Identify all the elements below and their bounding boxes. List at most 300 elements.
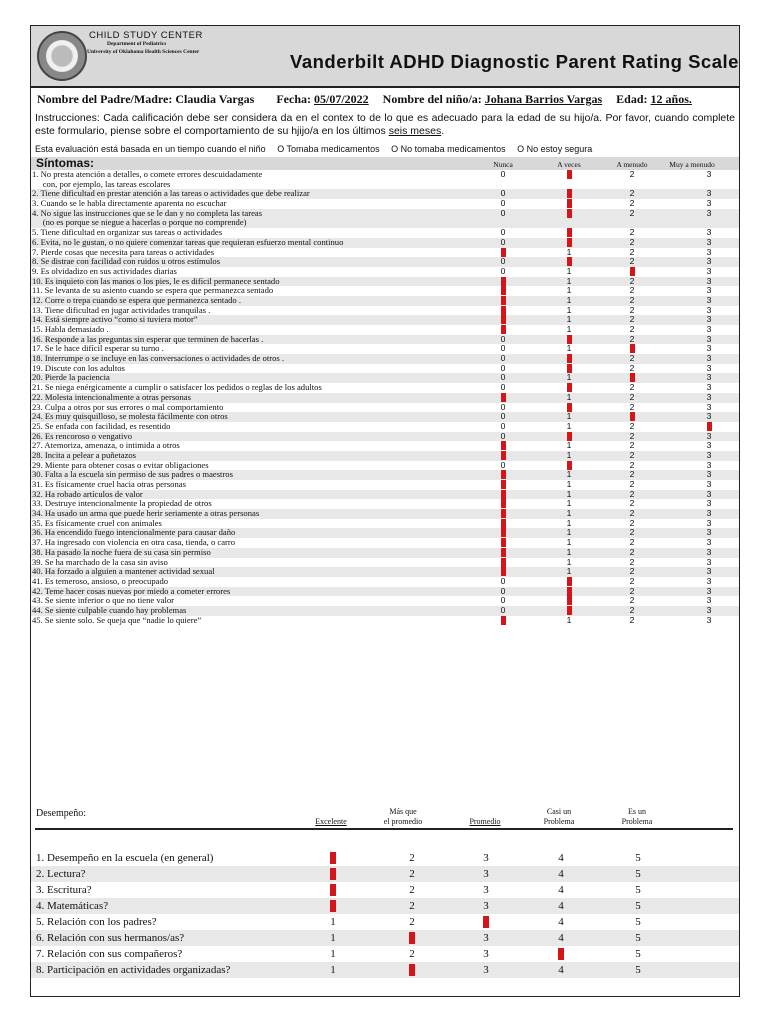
rating-option[interactable]: 5 (635, 884, 641, 896)
performance-divider (35, 828, 733, 830)
rating-option[interactable]: 1 (330, 916, 336, 928)
rating-option[interactable]: 1 (566, 488, 572, 499)
selected-mark[interactable] (325, 898, 341, 914)
red-mark-icon (501, 277, 506, 286)
symptom-text: 32. Ha robado artículos de valor (32, 488, 143, 499)
symptom-text: 40. Ha forzado a alguien a mantener actividad sexual (32, 566, 215, 577)
rating-option[interactable]: 2 (629, 246, 635, 257)
rating-option[interactable]: 2 (629, 227, 635, 238)
symptom-text-cont: (no es porque se niegue a hacerlas o porque no comprende) (32, 217, 247, 228)
info-row (37, 92, 692, 107)
rating-option[interactable]: 2 (629, 188, 635, 199)
selected-mark[interactable] (325, 882, 341, 898)
rating-option[interactable]: 0 (500, 362, 506, 373)
selected-mark[interactable] (553, 946, 569, 962)
symptom-text: 21. Se niega enérgicamente a cumplir o satisfacer los pedidos o reglas de los adultos (32, 382, 322, 393)
rating-option[interactable]: 3 (706, 585, 712, 596)
selected-mark[interactable] (493, 286, 513, 296)
selected-mark[interactable] (493, 470, 513, 480)
red-mark-icon (501, 509, 506, 518)
rating-option[interactable]: 4 (558, 916, 564, 928)
rating-option[interactable]: 3 (706, 285, 712, 296)
red-mark-icon (630, 344, 635, 353)
symptom-text: 6. Evita, no le gustan, o no quiere comenzar tareas que requieran esfuerzo mental continuo (32, 236, 344, 247)
rating-option[interactable]: 3 (706, 537, 712, 548)
red-mark-icon (501, 296, 506, 305)
rating-option[interactable]: 5 (635, 900, 641, 912)
selected-mark[interactable] (493, 296, 513, 306)
rating-option[interactable]: 0 (500, 604, 506, 615)
rating-option[interactable]: 4 (558, 884, 564, 896)
red-mark-icon (501, 558, 506, 567)
symptom-row (31, 170, 739, 189)
rating-option[interactable]: 3 (706, 236, 712, 247)
selected-mark[interactable] (493, 277, 513, 287)
rating-option[interactable]: 2 (629, 479, 635, 490)
rating-option[interactable]: 1 (566, 546, 572, 557)
red-mark-icon (330, 852, 336, 864)
symptoms-title: Síntomas: (36, 156, 95, 170)
rating-option[interactable]: 1 (566, 391, 572, 402)
rating-option[interactable]: 0 (500, 207, 506, 218)
rating-option[interactable]: 3 (706, 566, 712, 577)
red-mark-icon (567, 461, 572, 470)
red-mark-icon (567, 189, 572, 198)
evaluation-option-unsure[interactable]: O No estoy segura (517, 144, 593, 154)
performance-row (31, 866, 739, 882)
selected-mark[interactable] (559, 577, 579, 587)
rating-option[interactable]: 4 (558, 868, 564, 880)
rating-option[interactable]: 1 (566, 411, 572, 422)
parent-name: Claudia Vargas (175, 92, 255, 106)
red-mark-icon (330, 884, 336, 896)
rating-option[interactable]: 3 (706, 391, 712, 402)
rating-option[interactable]: 2 (629, 546, 635, 557)
rating-option[interactable]: 4 (558, 932, 564, 944)
symptom-text: 36. Ha encendido fuego intencionalmente para causar daño (32, 527, 236, 538)
rating-option[interactable]: 2 (629, 585, 635, 596)
rating-option[interactable]: 3 (483, 964, 489, 976)
rating-option[interactable]: 0 (500, 256, 506, 267)
rating-option[interactable]: 2 (629, 324, 635, 335)
rating-option[interactable]: 1 (566, 440, 572, 451)
rating-option[interactable]: 2 (629, 430, 635, 441)
symptom-text: 3. Cuando se le habla directamente aparenta no escuchar (32, 198, 227, 209)
rating-option[interactable]: 3 (706, 246, 712, 257)
performance-text: 6. Relación con sus hermanos/as? (36, 932, 185, 944)
rating-option[interactable]: 0 (500, 411, 506, 422)
rating-option[interactable]: 2 (409, 948, 415, 960)
rating-option[interactable]: 3 (483, 868, 489, 880)
rating-option[interactable]: 2 (629, 517, 635, 528)
selected-mark[interactable] (493, 538, 513, 548)
rating-option[interactable]: 0 (500, 265, 506, 276)
symptom-text: 8. Se distrae con facilidad con ruidos u otros estímulos (32, 256, 221, 267)
perf-col-problema: Es un Problema (621, 807, 653, 826)
selected-mark[interactable] (493, 616, 513, 626)
selected-mark[interactable] (493, 499, 513, 509)
rating-option[interactable]: 1 (566, 304, 572, 315)
rating-option[interactable]: 2 (629, 537, 635, 548)
rating-option[interactable]: 3 (706, 362, 712, 373)
red-mark-icon (567, 257, 572, 266)
rating-option[interactable]: 2 (409, 852, 415, 864)
rating-option[interactable]: 0 (500, 401, 506, 412)
rating-option[interactable]: 1 (566, 265, 572, 276)
rating-option[interactable]: 3 (706, 604, 712, 615)
rating-option[interactable]: 2 (629, 595, 635, 606)
red-mark-icon (567, 238, 572, 247)
date-value: 05/07/2022 (314, 92, 369, 106)
symptom-row (31, 616, 739, 626)
rating-option[interactable]: 3 (706, 382, 712, 393)
rating-option[interactable]: 2 (409, 916, 415, 928)
rating-option[interactable]: 3 (706, 256, 712, 267)
red-mark-icon (501, 567, 506, 576)
rating-option[interactable]: 3 (706, 401, 712, 412)
rating-option[interactable]: 3 (706, 527, 712, 538)
rating-option[interactable]: 1 (566, 537, 572, 548)
rating-option[interactable]: 2 (629, 556, 635, 567)
rating-option[interactable]: 3 (706, 227, 712, 238)
symptom-text: 20. Pierde la paciencia (32, 372, 110, 383)
rating-option[interactable]: 0 (500, 236, 506, 247)
rating-option[interactable]: 2 (629, 314, 635, 325)
rating-option[interactable]: 3 (706, 556, 712, 567)
rating-option[interactable]: 0 (500, 575, 506, 586)
rating-option[interactable]: 0 (500, 459, 506, 470)
rating-option[interactable]: 2 (629, 575, 635, 586)
red-mark-icon (501, 519, 506, 528)
selected-mark[interactable] (559, 596, 579, 606)
rating-option[interactable]: 2 (629, 169, 635, 179)
red-mark-icon (630, 412, 635, 421)
evaluation-option-not-medicated[interactable]: O No tomaba medicamentos (391, 144, 506, 154)
evaluation-label: Esta evaluación está basada en un tiempo cuando el niño (35, 144, 266, 154)
rating-option[interactable]: 0 (500, 343, 506, 354)
performance-text: 5. Relación con los padres? (36, 916, 157, 928)
selected-mark[interactable] (325, 866, 341, 882)
rating-option[interactable]: 1 (566, 556, 572, 567)
rating-option[interactable]: 1 (330, 932, 336, 944)
performance-text: 1. Desempeño en la escuela (en general) (36, 852, 214, 864)
rating-option[interactable]: 2 (629, 614, 635, 625)
rating-option[interactable]: 2 (629, 440, 635, 451)
symptom-text: 12. Corre o trepa cuando se espera que permanezca sentado . (32, 294, 242, 305)
rating-option[interactable]: 2 (629, 604, 635, 615)
rating-option[interactable]: 1 (566, 372, 572, 383)
rating-option[interactable]: 1 (566, 275, 572, 286)
symptom-text: 33. Destruye intencionalmente la propiedad de otros (32, 498, 212, 509)
rating-option[interactable]: 3 (706, 188, 712, 199)
symptom-text: 17. Se le hace difícil esperar su turno . (32, 343, 164, 354)
rating-option[interactable]: 3 (706, 440, 712, 451)
rating-option[interactable]: 0 (500, 353, 506, 364)
symptom-text: 41. Es temeroso, ansioso, o preocupado (32, 575, 169, 586)
red-mark-icon (409, 932, 415, 944)
rating-option[interactable]: 2 (409, 868, 415, 880)
rating-option[interactable]: 2 (629, 420, 635, 431)
rating-option[interactable]: 3 (706, 304, 712, 315)
rating-option[interactable]: 3 (706, 508, 712, 519)
rating-option[interactable]: 1 (566, 285, 572, 296)
rating-option[interactable]: 5 (635, 868, 641, 880)
symptom-text: 27. Atemoriza, amenaza, o intimida a otros (32, 440, 180, 451)
rating-option[interactable]: 3 (706, 614, 712, 625)
red-mark-icon (501, 451, 506, 460)
performance-row (31, 914, 739, 930)
selected-mark[interactable] (493, 528, 513, 538)
symptom-text: 5. Tiene dificultad en organizar sus tareas o actividades (32, 227, 223, 238)
selected-mark[interactable] (493, 519, 513, 529)
rating-option[interactable]: 1 (566, 508, 572, 519)
red-mark-icon (567, 403, 572, 412)
red-mark-icon (483, 916, 489, 928)
selected-mark[interactable] (493, 548, 513, 558)
selected-mark[interactable] (493, 480, 513, 490)
form-title: Vanderbilt ADHD Diagnostic Parent Rating Scale (290, 51, 739, 72)
symptoms-table (31, 170, 739, 625)
rating-option[interactable]: 2 (629, 382, 635, 393)
evaluation-row (35, 144, 601, 154)
rating-option[interactable]: 0 (500, 430, 506, 441)
selected-mark[interactable] (559, 354, 579, 364)
rating-option[interactable]: 3 (706, 372, 712, 383)
performance-text: 7. Relación con sus compañeros? (36, 948, 183, 960)
rating-option[interactable]: 2 (629, 207, 635, 218)
rating-option[interactable]: 0 (500, 595, 506, 606)
rating-option[interactable]: 3 (706, 498, 712, 509)
rating-option[interactable]: 5 (635, 852, 641, 864)
rating-option[interactable]: 2 (629, 353, 635, 364)
symptom-text: 45. Se siente solo. Se queja que “nadie lo quiere” (32, 614, 202, 625)
red-mark-icon (501, 548, 506, 557)
selected-mark[interactable] (559, 587, 579, 597)
selected-mark[interactable] (478, 914, 494, 930)
symptom-text: 35. Es físicamente cruel con animales (32, 517, 162, 528)
selected-mark[interactable] (404, 962, 420, 978)
rating-option[interactable]: 1 (330, 948, 336, 960)
red-mark-icon (501, 499, 506, 508)
rating-option[interactable]: 2 (629, 294, 635, 305)
rating-option[interactable]: 4 (558, 964, 564, 976)
center-name: CHILD STUDY CENTER (89, 30, 203, 41)
rating-option[interactable]: 3 (706, 275, 712, 286)
rating-option[interactable]: 2 (629, 469, 635, 480)
rating-option[interactable]: 3 (706, 343, 712, 354)
rating-option[interactable]: 2 (629, 236, 635, 247)
rating-option[interactable]: 2 (409, 900, 415, 912)
rating-option[interactable]: 3 (706, 314, 712, 325)
symptom-text: 42. Teme hacer cosas nuevas por miedo a cometer errores (32, 585, 231, 596)
red-mark-icon (567, 606, 572, 615)
red-mark-icon (567, 596, 572, 605)
red-mark-icon (567, 170, 572, 179)
performance-text: 2. Lectura? (36, 868, 86, 880)
rating-option[interactable]: 5 (635, 964, 641, 976)
red-mark-icon (501, 248, 506, 257)
evaluation-option-medicated[interactable]: O Tomaba medicamentos (277, 144, 380, 154)
rating-option[interactable]: 5 (635, 932, 641, 944)
rating-option[interactable]: 3 (706, 449, 712, 460)
rating-option[interactable]: 1 (566, 479, 572, 490)
rating-option[interactable]: 3 (706, 479, 712, 490)
rating-option[interactable]: 4 (558, 900, 564, 912)
performance-title: Desempeño: (36, 808, 86, 819)
selected-mark[interactable] (559, 199, 579, 209)
rating-option[interactable]: 2 (629, 527, 635, 538)
rating-option[interactable]: 2 (629, 256, 635, 267)
rating-option[interactable]: 3 (706, 294, 712, 305)
rating-option[interactable]: 0 (500, 227, 506, 238)
red-mark-icon (501, 315, 506, 324)
selected-mark[interactable] (559, 170, 579, 180)
rating-option[interactable]: 0 (500, 420, 506, 431)
selected-mark[interactable] (559, 209, 579, 219)
rating-option[interactable]: 3 (706, 488, 712, 499)
rating-option[interactable]: 0 (500, 372, 506, 383)
rating-option[interactable]: 2 (629, 459, 635, 470)
rating-option[interactable]: 0 (500, 169, 506, 179)
instructions-period: seis meses (388, 124, 442, 137)
rating-option[interactable]: 2 (629, 391, 635, 402)
red-mark-icon (501, 306, 506, 315)
rating-option[interactable]: 3 (483, 900, 489, 912)
rating-option[interactable]: 2 (409, 884, 415, 896)
symptom-text: 13. Tiene dificultad en jugar actividades tranquilas . (32, 304, 211, 315)
rating-option[interactable]: 3 (706, 324, 712, 335)
rating-option[interactable]: 0 (500, 382, 506, 393)
red-mark-icon (567, 335, 572, 344)
column-a-menudo: A menudo (616, 160, 648, 169)
selected-mark[interactable] (493, 306, 513, 316)
rating-option[interactable]: 3 (483, 948, 489, 960)
date-label: Fecha: (276, 92, 311, 106)
performance-text: 3. Escritura? (36, 884, 92, 896)
selected-mark[interactable] (493, 441, 513, 451)
rating-option[interactable]: 3 (706, 459, 712, 470)
rating-option[interactable]: 5 (635, 948, 641, 960)
rating-option[interactable]: 1 (566, 498, 572, 509)
rating-option[interactable]: 3 (706, 546, 712, 557)
rating-option[interactable]: 1 (566, 314, 572, 325)
perf-col-excelente: Excelente (315, 817, 347, 826)
rating-option[interactable]: 3 (706, 207, 712, 218)
rating-option[interactable]: 3 (706, 575, 712, 586)
rating-option[interactable]: 2 (629, 304, 635, 315)
rating-option[interactable]: 2 (629, 333, 635, 344)
rating-option[interactable]: 1 (566, 324, 572, 335)
rating-option[interactable]: 0 (500, 585, 506, 596)
rating-option[interactable]: 2 (629, 498, 635, 509)
symptom-text: 29. Miente para obtener cosas o evitar obligaciones (32, 459, 209, 470)
rating-option[interactable]: 3 (706, 198, 712, 209)
red-mark-icon (567, 587, 572, 596)
rating-option[interactable]: 1 (566, 614, 572, 625)
rating-option[interactable]: 3 (706, 265, 712, 276)
rating-option[interactable]: 2 (629, 449, 635, 460)
rating-option[interactable]: 5 (635, 916, 641, 928)
selected-mark[interactable] (493, 315, 513, 325)
symptom-row (31, 364, 739, 374)
rating-option[interactable]: 2 (629, 285, 635, 296)
rating-option[interactable]: 3 (706, 411, 712, 422)
rating-option[interactable]: 1 (566, 449, 572, 460)
rating-option[interactable]: 1 (566, 517, 572, 528)
rating-option[interactable]: 0 (500, 333, 506, 344)
instructions (35, 112, 735, 137)
child-name: Johana Barrios Vargas (484, 92, 603, 106)
rating-option[interactable]: 3 (706, 169, 712, 179)
selected-mark[interactable] (559, 189, 579, 199)
rating-option[interactable]: 0 (500, 188, 506, 199)
symptom-text: 37. Ha ingresado con violencia en otra casa, tienda, o carro (32, 537, 236, 548)
rating-option[interactable]: 3 (706, 469, 712, 480)
selected-mark[interactable] (493, 558, 513, 568)
rating-form (30, 25, 740, 997)
rating-option[interactable]: 2 (629, 198, 635, 209)
symptom-text: 1. No presta atención a detalles, o comete errores descuidadamente (32, 169, 263, 179)
selected-mark[interactable] (493, 509, 513, 519)
rating-option[interactable]: 2 (629, 362, 635, 373)
rating-option[interactable]: 1 (566, 246, 572, 257)
rating-option[interactable]: 2 (629, 275, 635, 286)
rating-option[interactable]: 2 (629, 401, 635, 412)
rating-option[interactable]: 3 (706, 353, 712, 364)
red-mark-icon (501, 538, 506, 547)
rating-option[interactable]: 1 (330, 964, 336, 976)
rating-option[interactable]: 2 (629, 566, 635, 577)
rating-option[interactable]: 1 (566, 420, 572, 431)
rating-option[interactable]: 0 (500, 198, 506, 209)
symptom-row (31, 209, 739, 228)
rating-option[interactable]: 1 (566, 527, 572, 538)
red-mark-icon (501, 480, 506, 489)
rating-option[interactable]: 1 (566, 469, 572, 480)
rating-option[interactable]: 3 (706, 430, 712, 441)
symptom-text-cont: con, por ejemplo, las tareas escolares (32, 178, 171, 189)
rating-option[interactable]: 2 (629, 488, 635, 499)
rating-option[interactable]: 1 (566, 294, 572, 305)
rating-option[interactable]: 4 (558, 852, 564, 864)
symptom-text: 19. Discute con los adultos (32, 362, 125, 373)
red-mark-icon (501, 393, 506, 402)
rating-option[interactable]: 3 (483, 932, 489, 944)
perf-col-casi-problema: Casi un Problema (543, 807, 575, 826)
column-muy-a-menudo: Muy a menudo (669, 160, 715, 169)
red-mark-icon (330, 868, 336, 880)
selected-mark[interactable] (559, 228, 579, 238)
symptom-text: 28. Incita a pelear a puñetazos (32, 449, 137, 460)
perf-col-mas-promedio: Más que el promedio (383, 807, 423, 826)
rating-option[interactable]: 3 (483, 852, 489, 864)
rating-option[interactable]: 3 (706, 333, 712, 344)
rating-option[interactable]: 3 (706, 595, 712, 606)
column-a-veces: A veces (557, 160, 581, 169)
rating-option[interactable]: 2 (629, 508, 635, 519)
rating-option[interactable]: 3 (706, 517, 712, 528)
rating-option[interactable]: 1 (566, 343, 572, 354)
rating-option[interactable]: 1 (566, 566, 572, 577)
selected-mark[interactable] (325, 850, 341, 866)
rating-option[interactable]: 3 (483, 884, 489, 896)
selected-mark[interactable] (493, 490, 513, 500)
selected-mark[interactable] (404, 930, 420, 946)
red-mark-icon (501, 470, 506, 479)
child-label: Nombre del niño/a: (382, 92, 482, 106)
performance-row (31, 962, 739, 978)
red-mark-icon (501, 441, 506, 450)
